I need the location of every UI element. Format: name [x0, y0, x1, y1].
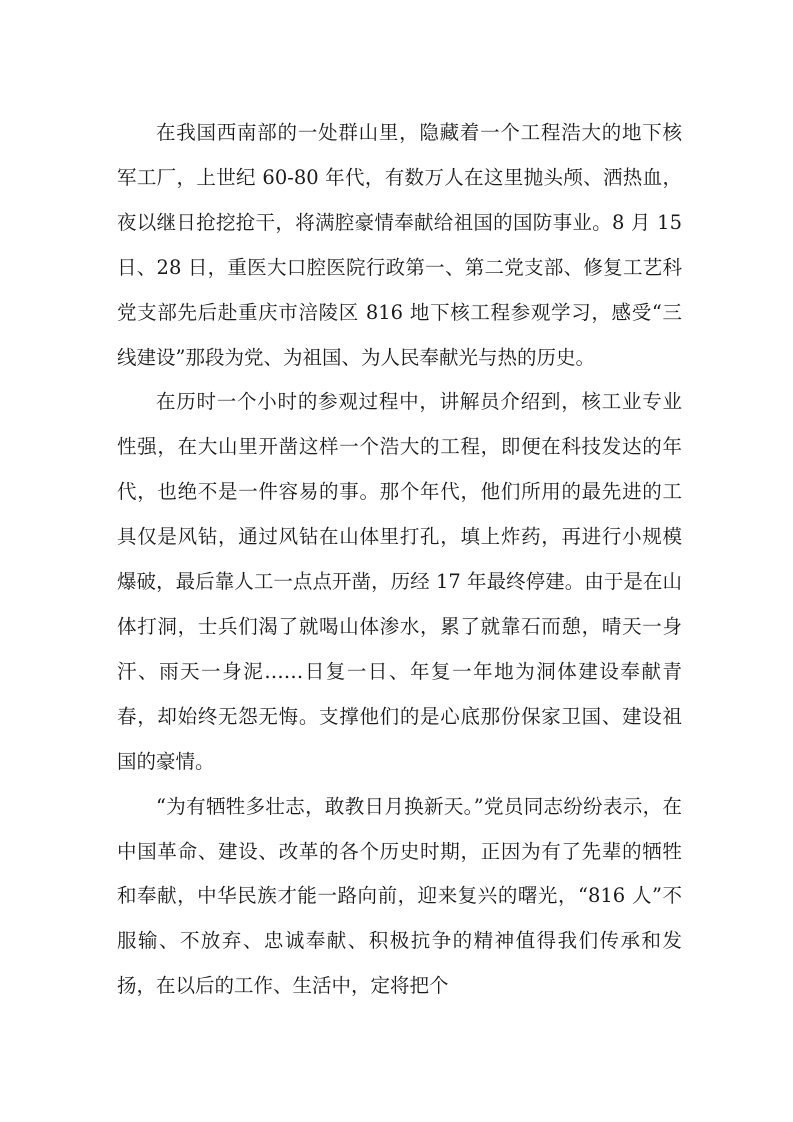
article-body — [117, 111, 682, 1009]
paragraph-visit-intro: 在我国西南部的一处群山里，隐藏着一个工程浩大的地下核军工厂，上世纪 60-80 年代，有数万人在这里抛头颅、洒热血，夜以继日抢挖抢干，将满腔豪情奉献给祖国的国防事业。8 月 15 日、28 日，重医大口腔医院行政第一、第二党支部、修复工艺科党支部先后赴重庆市涪陵区 816 地下核工程参观学习，感受“三线建设”那段为党、为祖国、为人民奉献光与热的历史。 — [117, 121, 682, 369]
paragraph-tour-description: 在历时一个小时的参观过程中，讲解员介绍到，核工业专业性强，在大山里开凿这样一个浩大的工程，即便在科技发达的年代，也绝不是一件容易的事。那个年代，他们所用的最先进的工具仅是风钻，通过风钻在山体里打孔，填上炸药，再进行小规模爆破，最后靠人工一点点开凿，历经 17 年最终停建。由于是在山体打洞，士兵们渴了就喝山体渗水，累了就靠石而憩，晴天一身汗、雨天一身泥……日复一日、年复一年地为洞体建设奉献青春，却始终无怨无悔。支撑他们的是心底那份保家卫国、建设祖国的豪情。 — [117, 390, 682, 773]
paragraph-member-reflection: “为有牺牲多壮志，敢教日月换新天。”党员同志纷纷表示，在中国革命、建设、改革的各个历史时期，正因为有了先辈的牺牲和奉献，中华民族才能一路向前，迎来复兴的曙光，“816 人”不服输、不放弃、忠诚奉献、积极抗争的精神值得我们传承和发扬，在以后的工作、生活中，定将把个 — [117, 794, 682, 998]
